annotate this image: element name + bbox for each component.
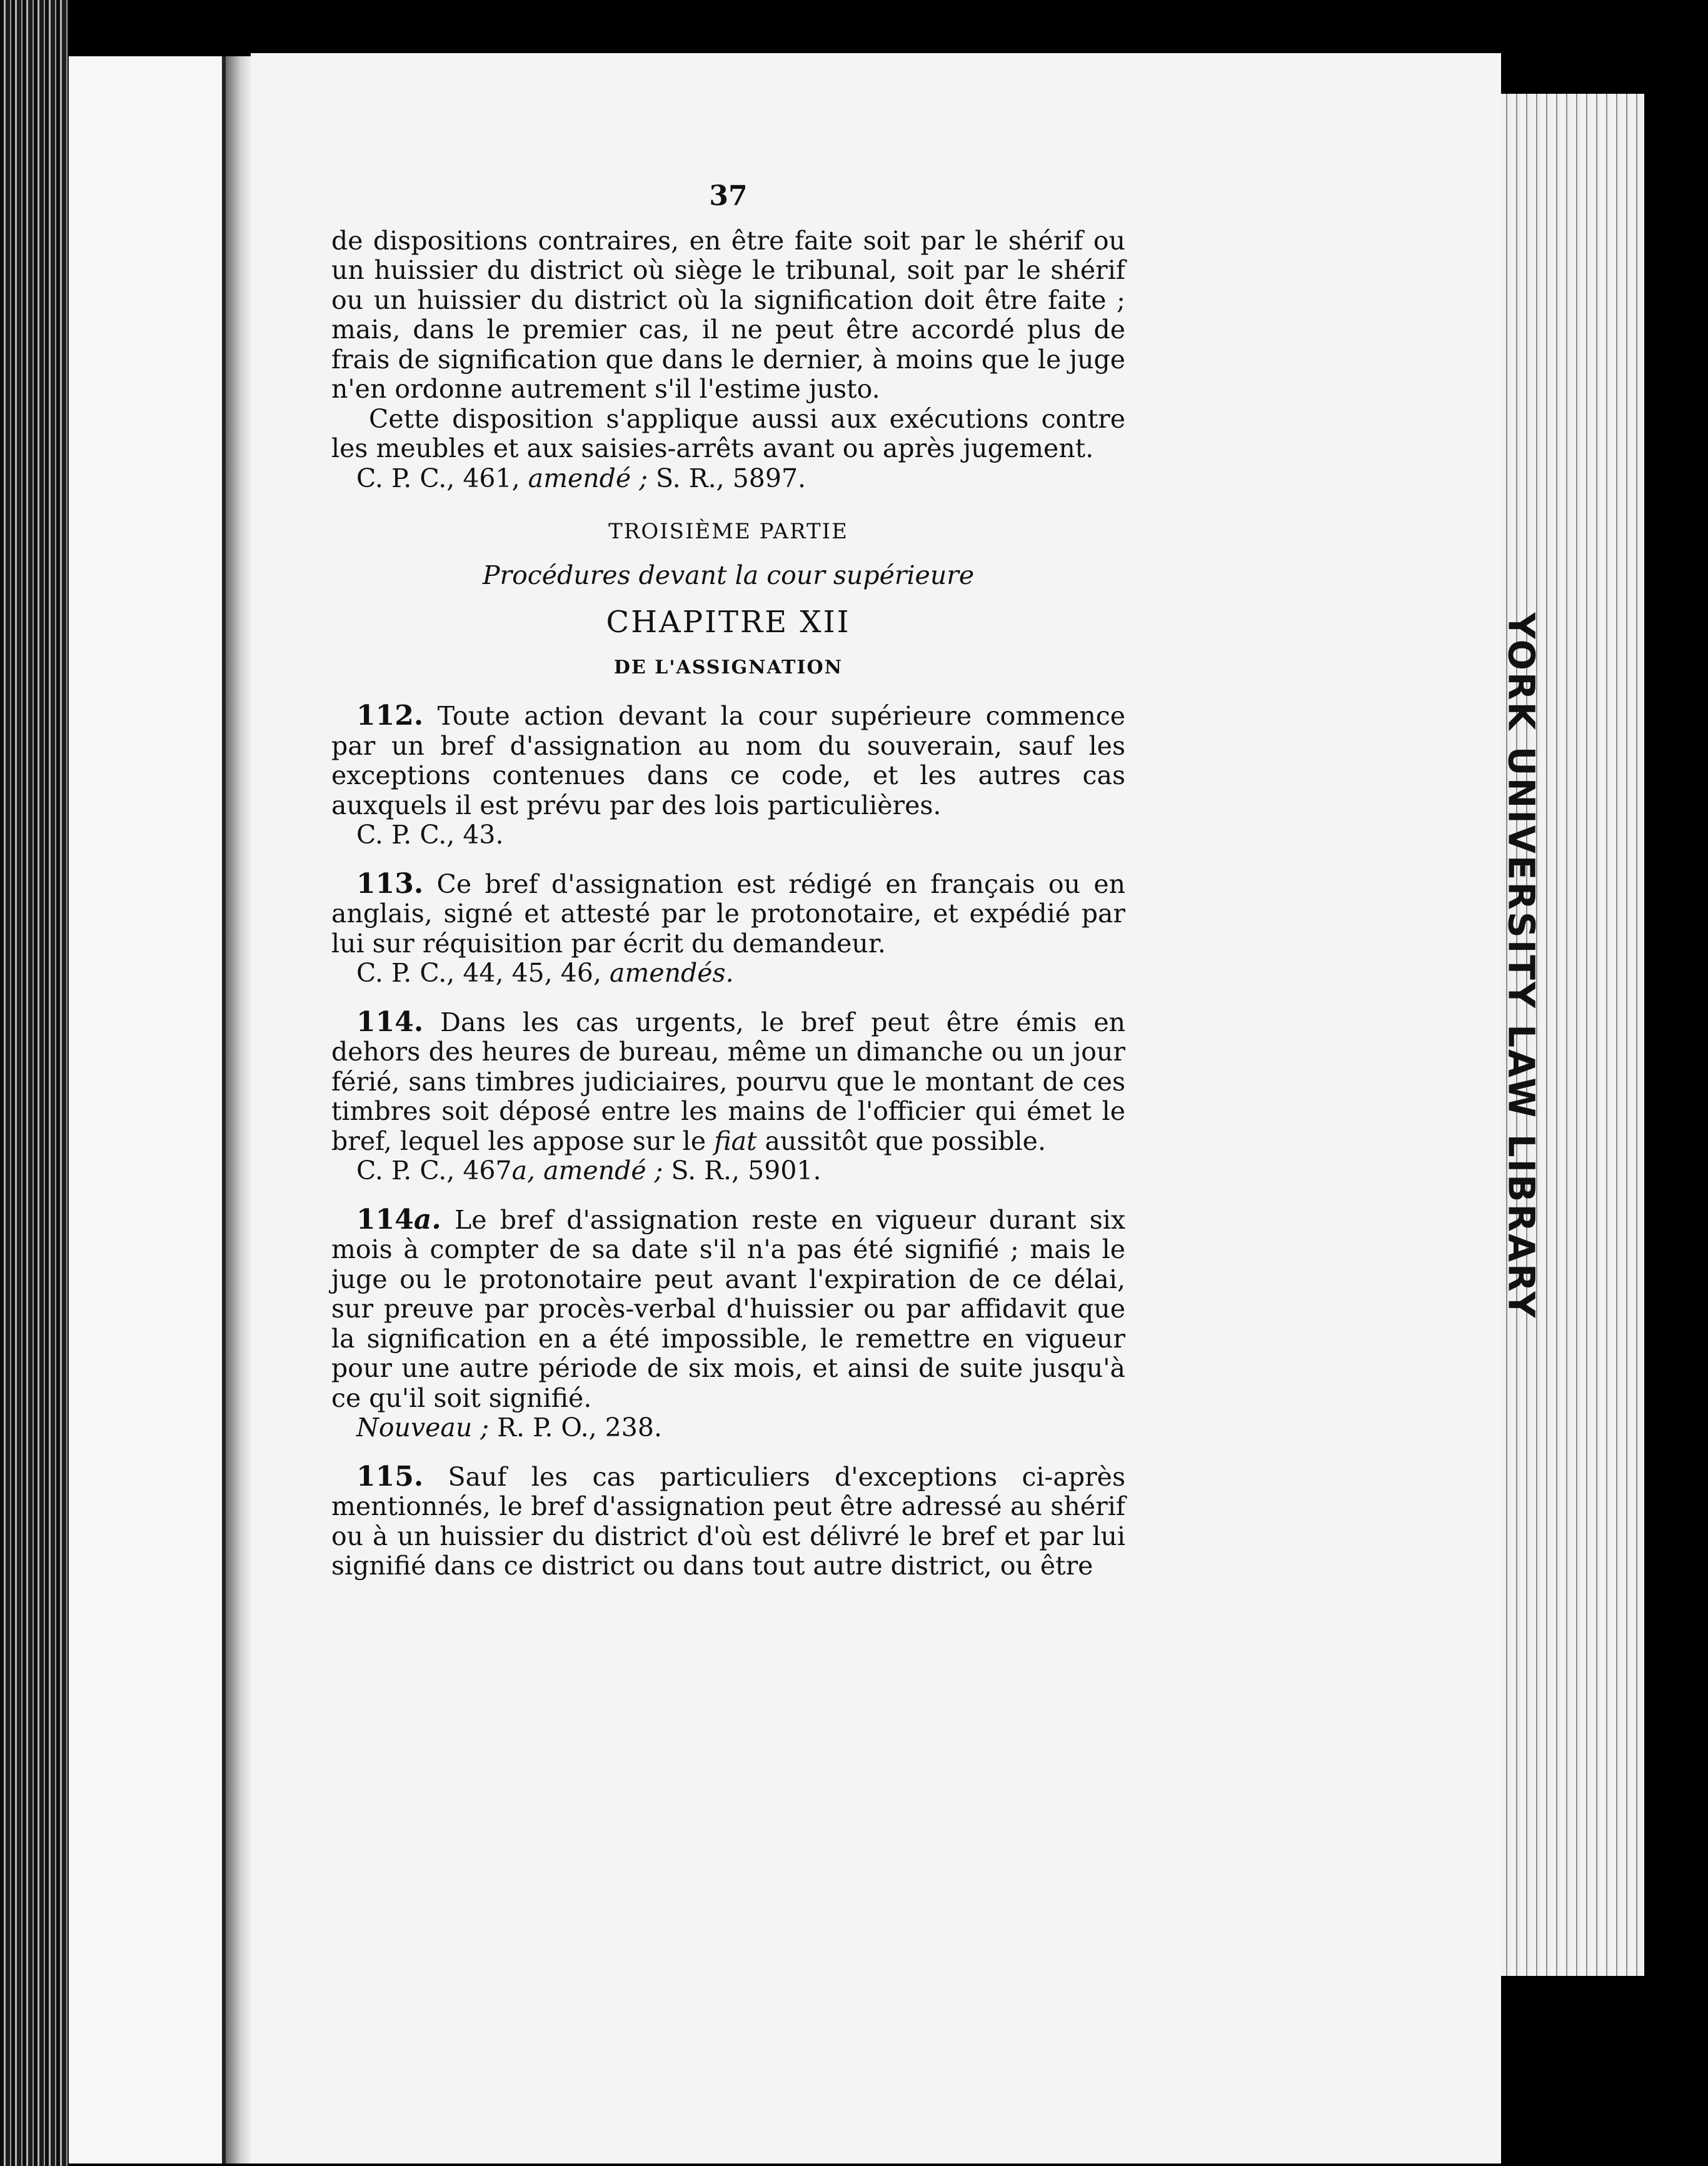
chapter-title: CHAPITRE XII xyxy=(606,605,851,640)
library-stamp-text: YORK UNIVERSITY LAW LIBRARY xyxy=(1500,612,1543,1320)
article-number: 113. xyxy=(356,867,424,900)
part-title: TROISIÈME PARTIE xyxy=(608,519,848,544)
article-114: 114. Dans les cas urgents, le bref peut être émis en dehors des heures de bureau, même un dimanche ou un jour férié, sans timbres judiciaires, pourvu que le montant de ces timbres soit déposé entre les mains de l'officier qui émet le bref, lequel les appose sur le fiat aussitôt que possible. C. P. C., 467a, amendé ; S. R., 5901. xyxy=(331,1005,1125,1186)
page-text xyxy=(331,181,1125,1600)
page-gutter xyxy=(226,56,251,2163)
citation: C. P. C., 461, amendé ; S. R., 5897. xyxy=(356,463,806,493)
article-number: 115. xyxy=(356,1460,424,1493)
article-112 xyxy=(331,701,1125,850)
article-number: 114. xyxy=(356,1005,424,1038)
citation: C. P. C., 43. xyxy=(356,820,504,850)
article-text: Toute action devant la cour supérieure commence par un bref d'assignation au nom du souverain, sauf les exceptions contenues dans ce code, et les autres cas auxquels il est prévu par des lois particulières. xyxy=(331,701,1125,820)
chapter-subtitle: DE L'ASSIGNATION xyxy=(613,656,843,678)
article-number: 114a. xyxy=(356,1203,441,1236)
book-binding xyxy=(0,0,69,2166)
library-edge-stamp xyxy=(1499,612,1543,1320)
facing-page xyxy=(69,56,226,2163)
article-text: Sauf les cas particuliers d'exceptions ci-après mentionnés, le bref d'assignation peut être adressé au shérif ou à un huissier du district d'où est délivré le bref et par lui signifié dans ce district ou dans tout autre district, ou être xyxy=(331,1461,1125,1581)
article-text-italic: fiat xyxy=(714,1126,757,1156)
article-115 xyxy=(331,1462,1125,1581)
citation: C. P. C., 467a, amendé ; S. R., 5901. xyxy=(356,1156,821,1186)
citation: Nouveau ; R. P. O., 238. xyxy=(356,1413,663,1443)
article-text: Ce bref d'assignation est rédigé en français ou en anglais, signé et attesté par le protonotaire, et expédié par lui sur réquisition par écrit du demandeur. xyxy=(331,869,1125,959)
article-text: Le bref d'assignation reste en vigueur durant six mois à compter de sa date s'il n'a pas été signifié ; mais le juge ou le protonotaire peut avant l'expiration de ce délai, sur preuve par procès-verbal d'huissier ou par affidavit que la signification en a été impossible, le remettre en vigueur pour une autre période de six mois, et ainsi de suite jusqu'à ce qu'il soit signifié. xyxy=(331,1204,1125,1413)
article-text: Dans les cas urgents, le bref peut être émis en dehors des heures de bureau, même un dimanche ou un jour férié, sans timbres judiciaires, pourvu que le montant de ces timbres soit déposé entre les mains de l'officier qui émet le bref, lequel les appose sur le xyxy=(331,1007,1125,1156)
opening-paragraph: de dispositions contraires, en être faite soit par le shérif ou un huissier du district où siège le tribunal, soit par le shérif ou un huissier du district où la signification doit être faite ; mais, dans le premier cas, il ne peut être accordé plus de frais de signification que dans le dernier, à moins que le juge n'en ordonne autrement s'il l'estime justo. xyxy=(331,225,1125,404)
article-114a xyxy=(331,1205,1125,1443)
page-number: 37 xyxy=(709,180,748,212)
article-113 xyxy=(331,869,1125,989)
citation: C. P. C., 44, 45, 46, amendés. xyxy=(356,958,734,988)
article-number: 112. xyxy=(356,700,424,732)
second-paragraph: Cette disposition s'applique aussi aux exécutions contre les meubles et aux saisies-arrêts avant ou après jugement. xyxy=(331,403,1125,463)
part-subtitle: Procédures devant la cour supérieure xyxy=(482,560,975,590)
